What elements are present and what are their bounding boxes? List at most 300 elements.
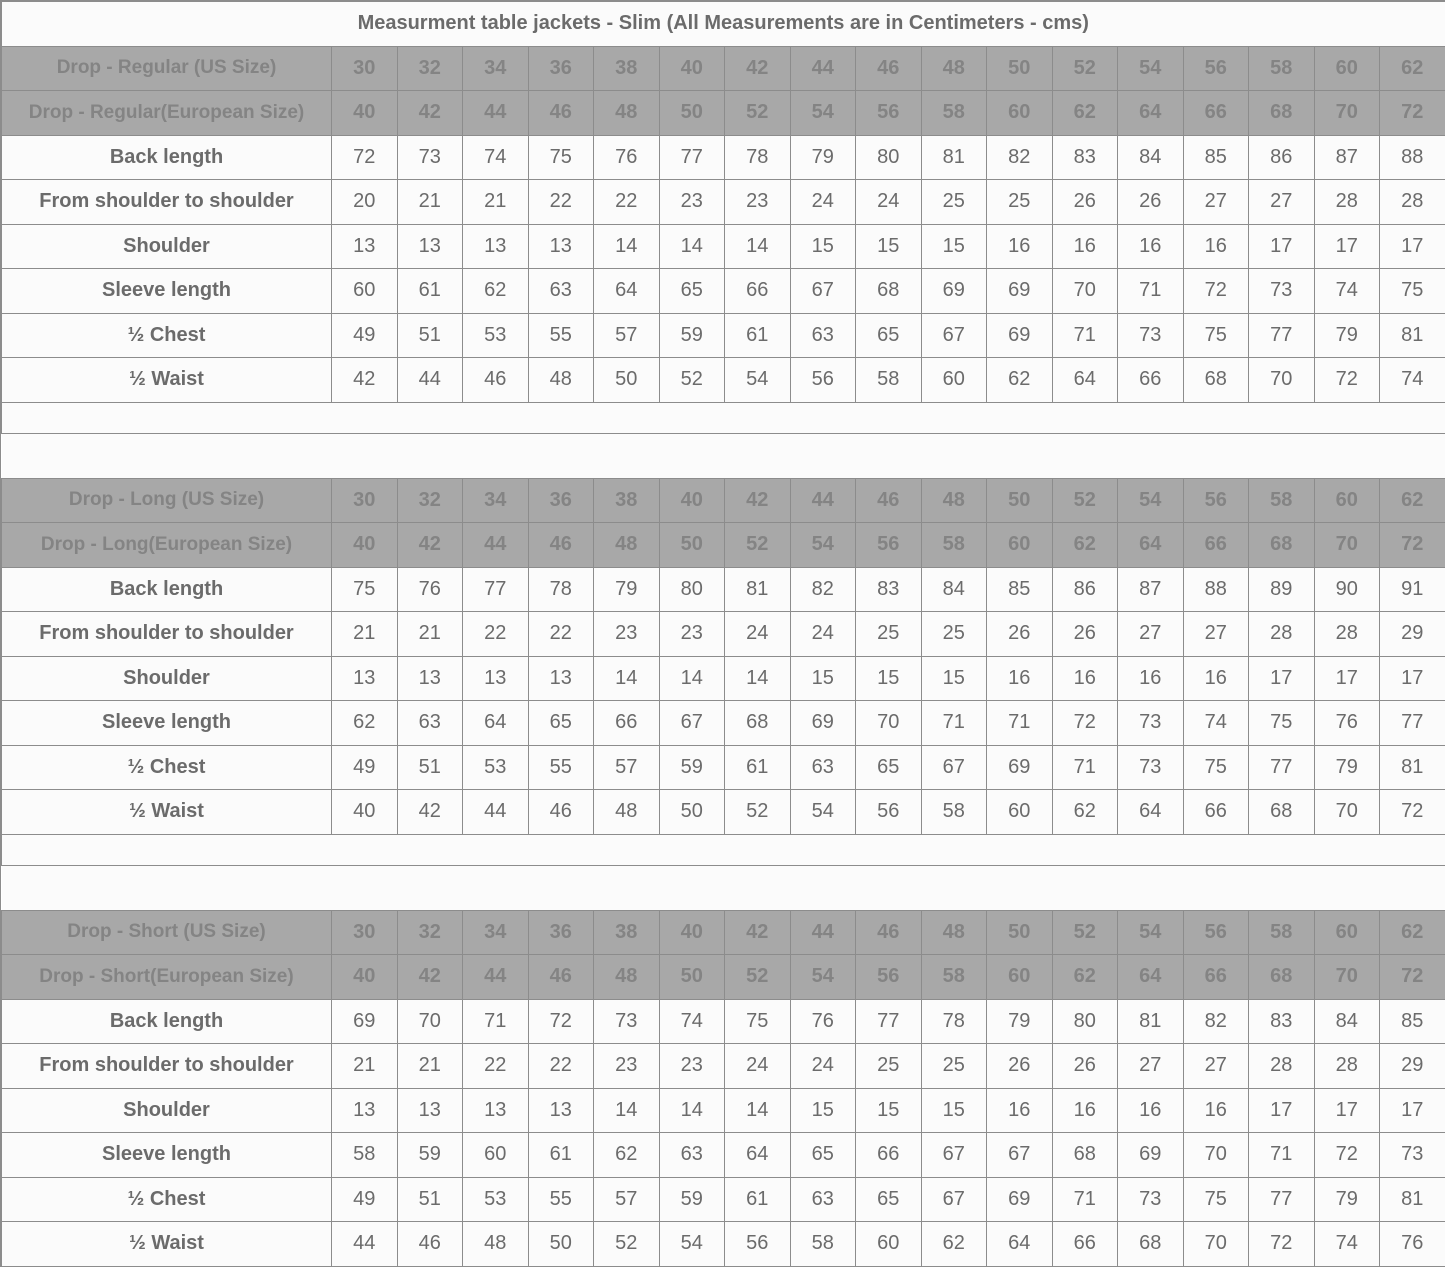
- measurement-value: 13: [463, 224, 529, 269]
- size-header-us-cell: 60: [1314, 46, 1380, 91]
- measurement-value: 52: [594, 1222, 660, 1267]
- measurement-value: 69: [332, 999, 398, 1044]
- measurement-value: 69: [987, 313, 1053, 358]
- measurement-label: ½ Chest: [2, 745, 332, 790]
- size-header-eu-cell: 44: [463, 955, 529, 1000]
- size-header-us-label: Drop - Short (US Size): [2, 910, 332, 955]
- size-header-us-cell: 40: [659, 478, 725, 523]
- measurement-label: Sleeve length: [2, 269, 332, 314]
- gap-cell: [1052, 865, 1118, 910]
- measurement-value: 84: [1118, 135, 1184, 180]
- size-header-us-cell: 42: [725, 478, 791, 523]
- measurement-value: 73: [1118, 745, 1184, 790]
- measurement-value: 23: [594, 612, 660, 657]
- measurement-value: 28: [1380, 180, 1445, 225]
- gap-cell: [1118, 433, 1184, 478]
- measurement-value: 73: [1118, 701, 1184, 746]
- measurement-value: 67: [987, 1133, 1053, 1178]
- size-header-us-cell: 50: [987, 910, 1053, 955]
- measurement-value: 64: [594, 269, 660, 314]
- measurement-value: 65: [790, 1133, 856, 1178]
- measurement-value: 64: [725, 1133, 791, 1178]
- measurement-value: 13: [332, 1088, 398, 1133]
- measurement-value: 23: [594, 1044, 660, 1089]
- gap-cell: [1249, 433, 1315, 478]
- measurement-value: 81: [725, 567, 791, 612]
- size-header-eu-cell: 54: [790, 523, 856, 568]
- measurement-value: 61: [725, 745, 791, 790]
- measurement-value: 76: [1380, 1222, 1445, 1267]
- measurement-value: 16: [987, 656, 1053, 701]
- spacer-cell: [1314, 834, 1380, 865]
- measurement-value: 23: [659, 180, 725, 225]
- size-header-eu-cell: 56: [856, 523, 922, 568]
- measurement-value: 66: [1183, 790, 1249, 835]
- size-header-us-cell: 36: [528, 478, 594, 523]
- measurement-value: 53: [463, 313, 529, 358]
- measurement-value: 63: [659, 1133, 725, 1178]
- spacer-cell: [397, 834, 463, 865]
- measurement-value: 67: [790, 269, 856, 314]
- measurement-value: 70: [856, 701, 922, 746]
- measurement-value: 62: [987, 358, 1053, 403]
- measurement-value: 79: [594, 567, 660, 612]
- measurement-label: Sleeve length: [2, 701, 332, 746]
- measurement-value: 75: [1183, 313, 1249, 358]
- spacer-cell: [790, 834, 856, 865]
- size-header-eu-cell: 72: [1380, 955, 1445, 1000]
- spacer-cell: [397, 402, 463, 433]
- size-header-us-cell: 48: [921, 46, 987, 91]
- gap-cell: [1380, 433, 1445, 478]
- size-header-eu-cell: 54: [790, 91, 856, 136]
- gap-cell: [790, 865, 856, 910]
- measurement-value: 14: [594, 656, 660, 701]
- size-header-us-cell: 44: [790, 478, 856, 523]
- gap-cell: [725, 433, 791, 478]
- measurement-value: 22: [528, 180, 594, 225]
- measurement-value: 14: [725, 224, 791, 269]
- measurement-value: 63: [790, 1177, 856, 1222]
- section-gap: [2, 865, 1445, 910]
- measurement-value: 24: [725, 612, 791, 657]
- measurement-value: 63: [790, 745, 856, 790]
- measurement-value: 13: [332, 656, 398, 701]
- measurement-value: 66: [1118, 358, 1184, 403]
- gap-cell: [397, 433, 463, 478]
- measurement-value: 48: [463, 1222, 529, 1267]
- size-header-us-cell: 56: [1183, 910, 1249, 955]
- measurement-value: 72: [1314, 1133, 1380, 1178]
- size-header-us-cell: 32: [397, 46, 463, 91]
- measurement-value: 69: [987, 269, 1053, 314]
- size-header-us-cell: 32: [397, 478, 463, 523]
- measurement-value: 70: [1183, 1133, 1249, 1178]
- measurement-value: 71: [1118, 269, 1184, 314]
- measurement-value: 56: [725, 1222, 791, 1267]
- size-header-eu-label: Drop - Long(European Size): [2, 523, 332, 568]
- measurement-value: 73: [1249, 269, 1315, 314]
- measurement-value: 51: [397, 745, 463, 790]
- measurement-value: 27: [1118, 1044, 1184, 1089]
- measurement-value: 78: [725, 135, 791, 180]
- spacer-cell: [1314, 402, 1380, 433]
- measurement-value: 16: [1118, 224, 1184, 269]
- gap-cell: [856, 865, 922, 910]
- measurement-value: 65: [659, 269, 725, 314]
- table-row: [2, 567, 1445, 612]
- measurement-value: 74: [463, 135, 529, 180]
- measurement-value: 21: [397, 612, 463, 657]
- section-spacer: [2, 402, 1445, 433]
- size-header-eu-cell: 62: [1052, 523, 1118, 568]
- size-header-us-cell: 60: [1314, 910, 1380, 955]
- measurement-value: 28: [1249, 1044, 1315, 1089]
- size-header-eu-cell: 60: [987, 955, 1053, 1000]
- measurement-value: 91: [1380, 567, 1445, 612]
- measurement-value: 62: [594, 1133, 660, 1178]
- spacer-cell: [463, 834, 529, 865]
- measurement-value: 59: [659, 313, 725, 358]
- measurement-value: 70: [397, 999, 463, 1044]
- measurement-value: 28: [1314, 1044, 1380, 1089]
- measurement-value: 61: [725, 313, 791, 358]
- measurement-value: 66: [1052, 1222, 1118, 1267]
- gap-cell: [856, 433, 922, 478]
- measurement-value: 42: [332, 358, 398, 403]
- size-header-eu-cell: 58: [921, 523, 987, 568]
- size-header-eu-cell: 46: [528, 955, 594, 1000]
- size-header-eu-cell: 46: [528, 523, 594, 568]
- measurement-label: ½ Chest: [2, 313, 332, 358]
- size-header-eu-cell: 52: [725, 955, 791, 1000]
- measurement-value: 24: [856, 180, 922, 225]
- measurement-value: 50: [594, 358, 660, 403]
- measurement-value: 15: [790, 656, 856, 701]
- spacer-cell: [921, 402, 987, 433]
- measurement-value: 69: [987, 1177, 1053, 1222]
- measurement-value: 84: [921, 567, 987, 612]
- measurement-value: 15: [921, 224, 987, 269]
- gap-cell: [921, 865, 987, 910]
- size-header-eu-label: Drop - Short(European Size): [2, 955, 332, 1000]
- measurement-value: 22: [463, 612, 529, 657]
- measurement-value: 20: [332, 180, 398, 225]
- measurement-value: 66: [725, 269, 791, 314]
- size-header-us-cell: 38: [594, 478, 660, 523]
- measurement-value: 17: [1314, 656, 1380, 701]
- size-header-eu-cell: 50: [659, 91, 725, 136]
- size-header-eu-cell: 60: [987, 91, 1053, 136]
- measurement-value: 74: [1314, 1222, 1380, 1267]
- measurement-value: 79: [987, 999, 1053, 1044]
- measurement-value: 85: [1183, 135, 1249, 180]
- measurement-value: 73: [397, 135, 463, 180]
- spacer-cell: [2, 402, 332, 433]
- measurement-value: 72: [1183, 269, 1249, 314]
- size-header-us-cell: 58: [1249, 910, 1315, 955]
- gap-cell: [2, 865, 332, 910]
- measurement-label: ½ Chest: [2, 1177, 332, 1222]
- measurement-value: 57: [594, 313, 660, 358]
- measurement-value: 21: [463, 180, 529, 225]
- measurement-value: 22: [463, 1044, 529, 1089]
- gap-cell: [987, 865, 1053, 910]
- measurement-value: 53: [463, 745, 529, 790]
- spacer-cell: [594, 834, 660, 865]
- measurement-value: 81: [921, 135, 987, 180]
- measurement-value: 64: [463, 701, 529, 746]
- measurement-value: 13: [463, 656, 529, 701]
- size-header-eu-cell: 62: [1052, 91, 1118, 136]
- measurement-label: Sleeve length: [2, 1133, 332, 1178]
- spacer-cell: [1118, 402, 1184, 433]
- measurement-value: 15: [856, 224, 922, 269]
- size-header-eu-cell: 58: [921, 955, 987, 1000]
- measurement-value: 17: [1249, 1088, 1315, 1133]
- size-header-eu-cell: 54: [790, 955, 856, 1000]
- section-spacer: [2, 834, 1445, 865]
- spacer-cell: [594, 402, 660, 433]
- measurement-value: 79: [790, 135, 856, 180]
- measurement-value: 73: [1380, 1133, 1445, 1178]
- size-header-eu-cell: 50: [659, 523, 725, 568]
- measurement-value: 71: [463, 999, 529, 1044]
- measurement-value: 13: [528, 224, 594, 269]
- measurement-value: 64: [987, 1222, 1053, 1267]
- spacer-cell: [987, 834, 1053, 865]
- measurement-value: 16: [1183, 656, 1249, 701]
- measurement-value: 73: [1118, 313, 1184, 358]
- measurement-value: 82: [790, 567, 856, 612]
- measurement-value: 57: [594, 1177, 660, 1222]
- size-header-eu-cell: 68: [1249, 91, 1315, 136]
- spacer-cell: [725, 402, 791, 433]
- measurement-value: 13: [463, 1088, 529, 1133]
- size-header-us-cell: 54: [1118, 46, 1184, 91]
- measurement-value: 72: [332, 135, 398, 180]
- size-header-us-cell: 32: [397, 910, 463, 955]
- gap-cell: [921, 433, 987, 478]
- measurement-value: 65: [856, 1177, 922, 1222]
- measurement-label: Back length: [2, 135, 332, 180]
- measurement-value: 78: [921, 999, 987, 1044]
- measurement-value: 27: [1183, 180, 1249, 225]
- measurement-value: 16: [1118, 656, 1184, 701]
- measurement-value: 67: [921, 1133, 987, 1178]
- measurement-value: 59: [659, 1177, 725, 1222]
- measurement-value: 15: [921, 656, 987, 701]
- measurement-label: Shoulder: [2, 656, 332, 701]
- table-row: [2, 1088, 1445, 1133]
- measurement-value: 49: [332, 1177, 398, 1222]
- measurement-value: 22: [594, 180, 660, 225]
- spacer-cell: [790, 402, 856, 433]
- measurement-value: 27: [1118, 612, 1184, 657]
- measurement-value: 90: [1314, 567, 1380, 612]
- measurement-value: 55: [528, 313, 594, 358]
- measurement-value: 67: [921, 1177, 987, 1222]
- measurement-value: 59: [397, 1133, 463, 1178]
- measurement-value: 85: [1380, 999, 1445, 1044]
- measurement-value: 77: [1249, 1177, 1315, 1222]
- spacer-cell: [921, 834, 987, 865]
- measurement-value: 85: [987, 567, 1053, 612]
- size-header-eu-cell: 48: [594, 523, 660, 568]
- measurement-value: 62: [1052, 790, 1118, 835]
- measurement-value: 69: [921, 269, 987, 314]
- measurement-value: 75: [1249, 701, 1315, 746]
- measurement-value: 76: [594, 135, 660, 180]
- size-header-eu-cell: 60: [987, 523, 1053, 568]
- measurement-value: 54: [659, 1222, 725, 1267]
- measurement-value: 71: [1052, 745, 1118, 790]
- measurement-label: ½ Waist: [2, 790, 332, 835]
- size-header-us-cell: 30: [332, 478, 398, 523]
- table-row: [2, 999, 1445, 1044]
- measurement-value: 16: [1183, 224, 1249, 269]
- measurement-label: ½ Waist: [2, 1222, 332, 1267]
- spacer-cell: [528, 402, 594, 433]
- measurement-value: 22: [528, 612, 594, 657]
- size-header-eu-cell: 64: [1118, 91, 1184, 136]
- measurement-value: 16: [987, 1088, 1053, 1133]
- measurement-value: 70: [1314, 790, 1380, 835]
- measurement-value: 26: [1118, 180, 1184, 225]
- measurement-value: 25: [856, 1044, 922, 1089]
- gap-cell: [1314, 433, 1380, 478]
- measurement-value: 66: [594, 701, 660, 746]
- measurement-value: 25: [987, 180, 1053, 225]
- measurement-value: 75: [332, 567, 398, 612]
- measurement-value: 81: [1118, 999, 1184, 1044]
- measurement-value: 28: [1249, 612, 1315, 657]
- measurement-value: 73: [1118, 1177, 1184, 1222]
- measurement-value: 65: [528, 701, 594, 746]
- size-header-eu-cell: 68: [1249, 955, 1315, 1000]
- measurement-value: 66: [856, 1133, 922, 1178]
- measurement-value: 24: [790, 1044, 856, 1089]
- size-header-us-cell: 44: [790, 910, 856, 955]
- measurement-value: 44: [397, 358, 463, 403]
- measurement-value: 89: [1249, 567, 1315, 612]
- measurement-value: 72: [1314, 358, 1380, 403]
- spacer-cell: [1183, 402, 1249, 433]
- measurement-value: 67: [921, 313, 987, 358]
- measurement-value: 52: [725, 790, 791, 835]
- size-header-eu-cell: 40: [332, 523, 398, 568]
- size-header-us-label: Drop - Regular (US Size): [2, 46, 332, 91]
- gap-cell: [1314, 865, 1380, 910]
- measurement-value: 62: [921, 1222, 987, 1267]
- table-row: [2, 1222, 1445, 1267]
- measurement-value: 56: [856, 790, 922, 835]
- measurement-value: 81: [1380, 745, 1445, 790]
- measurement-value: 69: [987, 745, 1053, 790]
- size-header-us-cell: 62: [1380, 478, 1445, 523]
- size-header-eu-cell: 72: [1380, 91, 1445, 136]
- measurement-value: 21: [332, 1044, 398, 1089]
- measurement-value: 16: [1183, 1088, 1249, 1133]
- table-row: [2, 180, 1445, 225]
- measurement-value: 65: [856, 313, 922, 358]
- size-header-us-cell: 40: [659, 910, 725, 955]
- size-header-us-cell: 46: [856, 478, 922, 523]
- measurement-value: 87: [1118, 567, 1184, 612]
- measurement-value: 84: [1314, 999, 1380, 1044]
- measurement-value: 79: [1314, 313, 1380, 358]
- page-title: Measurment table jackets - Slim (All Measurements are in Centimeters - cms): [2, 2, 1445, 47]
- size-header-us-cell: 40: [659, 46, 725, 91]
- measurement-value: 75: [1380, 269, 1445, 314]
- measurement-value: 67: [659, 701, 725, 746]
- size-header-eu-cell: 42: [397, 91, 463, 136]
- measurement-value: 13: [528, 656, 594, 701]
- gap-cell: [1183, 865, 1249, 910]
- size-header-us-cell: 36: [528, 910, 594, 955]
- measurement-value: 17: [1380, 1088, 1445, 1133]
- size-header-us-cell: 50: [987, 478, 1053, 523]
- measurement-value: 71: [1052, 313, 1118, 358]
- measurement-value: 15: [921, 1088, 987, 1133]
- table-row: [2, 790, 1445, 835]
- gap-cell: [1183, 433, 1249, 478]
- gap-cell: [332, 433, 398, 478]
- measurement-value: 42: [397, 790, 463, 835]
- size-header-us-cell: 42: [725, 910, 791, 955]
- size-header-eu-cell: 70: [1314, 91, 1380, 136]
- measurement-value: 60: [921, 358, 987, 403]
- measurement-value: 72: [1380, 790, 1445, 835]
- measurement-value: 29: [1380, 612, 1445, 657]
- measurement-value: 17: [1314, 224, 1380, 269]
- measurement-value: 55: [528, 1177, 594, 1222]
- measurement-value: 71: [987, 701, 1053, 746]
- table-row: [2, 612, 1445, 657]
- measurement-value: 65: [856, 745, 922, 790]
- measurement-value: 46: [397, 1222, 463, 1267]
- measurement-value: 21: [397, 1044, 463, 1089]
- table-row: [2, 358, 1445, 403]
- measurement-value: 13: [397, 656, 463, 701]
- measurement-value: 16: [987, 224, 1053, 269]
- measurement-value: 14: [659, 656, 725, 701]
- measurement-value: 81: [1380, 313, 1445, 358]
- size-header-eu-cell: 44: [463, 523, 529, 568]
- gap-cell: [2, 433, 332, 478]
- spacer-cell: [1249, 402, 1315, 433]
- measurement-label: From shoulder to shoulder: [2, 612, 332, 657]
- spacer-cell: [856, 834, 922, 865]
- gap-cell: [1052, 433, 1118, 478]
- table-title-row: [2, 2, 1445, 47]
- measurement-label: Shoulder: [2, 1088, 332, 1133]
- size-header-us-label: Drop - Long (US Size): [2, 478, 332, 523]
- measurement-label: From shoulder to shoulder: [2, 180, 332, 225]
- size-header-us-cell: 42: [725, 46, 791, 91]
- measurement-value: 67: [921, 745, 987, 790]
- spacer-cell: [1052, 402, 1118, 433]
- measurement-value: 70: [1249, 358, 1315, 403]
- measurement-value: 75: [1183, 745, 1249, 790]
- measurement-value: 16: [1052, 1088, 1118, 1133]
- measurement-value: 86: [1052, 567, 1118, 612]
- measurement-value: 73: [594, 999, 660, 1044]
- size-header-eu-cell: 44: [463, 91, 529, 136]
- measurement-value: 13: [397, 1088, 463, 1133]
- size-header-us-cell: 30: [332, 46, 398, 91]
- measurement-value: 51: [397, 313, 463, 358]
